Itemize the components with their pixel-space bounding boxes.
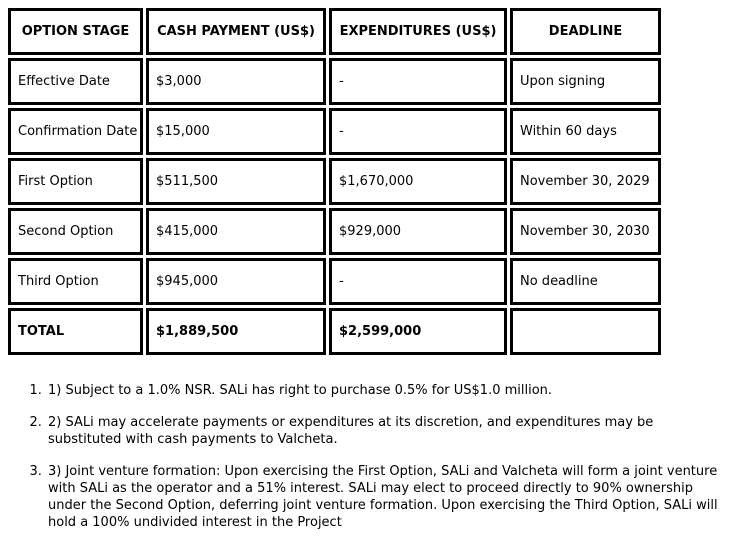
cell-total-label: TOTAL bbox=[8, 308, 143, 355]
cell-cash-payment: $945,000 bbox=[146, 258, 326, 305]
footnote-1: 1. 1) Subject to a 1.0% NSR. SALi has right to purchase 0.5% for US$1.0 million. bbox=[46, 382, 728, 399]
cell-cash-payment: $3,000 bbox=[146, 58, 326, 105]
cell-total-cash-payment: $1,889,500 bbox=[146, 308, 326, 355]
cell-total-expenditures: $2,599,000 bbox=[329, 308, 507, 355]
cell-deadline: Upon signing bbox=[510, 58, 661, 105]
cell-deadline: November 30, 2030 bbox=[510, 208, 661, 255]
cell-expenditures: - bbox=[329, 258, 507, 305]
cell-expenditures: - bbox=[329, 108, 507, 155]
footnote-2: 2. 2) SALi may accelerate payments or expenditures at its discretion, and expenditures may be substituted with cash payments to Valcheta. bbox=[46, 414, 728, 448]
cell-total-deadline bbox=[510, 308, 661, 355]
cell-deadline: November 30, 2029 bbox=[510, 158, 661, 205]
cell-expenditures: $929,000 bbox=[329, 208, 507, 255]
cell-deadline: No deadline bbox=[510, 258, 661, 305]
cell-option-stage: Third Option bbox=[8, 258, 143, 305]
option-agreement-table bbox=[8, 8, 661, 355]
cell-cash-payment: $415,000 bbox=[146, 208, 326, 255]
header-option-stage: OPTION STAGE bbox=[8, 8, 143, 55]
cell-expenditures: $1,670,000 bbox=[329, 158, 507, 205]
footnotes-list bbox=[8, 382, 728, 531]
header-expenditures: EXPENDITURES (US$) bbox=[329, 8, 507, 55]
cell-expenditures: - bbox=[329, 58, 507, 105]
cell-cash-payment: $15,000 bbox=[146, 108, 326, 155]
header-cash-payment: CASH PAYMENT (US$) bbox=[146, 8, 326, 55]
header-deadline: DEADLINE bbox=[510, 8, 661, 55]
cell-cash-payment: $511,500 bbox=[146, 158, 326, 205]
footnote-3: 3. 3) Joint venture formation: Upon exercising the First Option, SALi and Valcheta will form a joint venture with SALi as the operator and a 51% interest. SALi may elect to proceed directly to 90% ownership under the Second Option, deferring joint venture formation. Upon exercising the Third Option, SALi will hold a 100% undivided interest in the Project bbox=[46, 463, 728, 531]
cell-option-stage: First Option bbox=[8, 158, 143, 205]
cell-deadline: Within 60 days bbox=[510, 108, 661, 155]
cell-option-stage: Confirmation Date bbox=[8, 108, 143, 155]
cell-option-stage: Effective Date bbox=[8, 58, 143, 105]
cell-option-stage: Second Option bbox=[8, 208, 143, 255]
